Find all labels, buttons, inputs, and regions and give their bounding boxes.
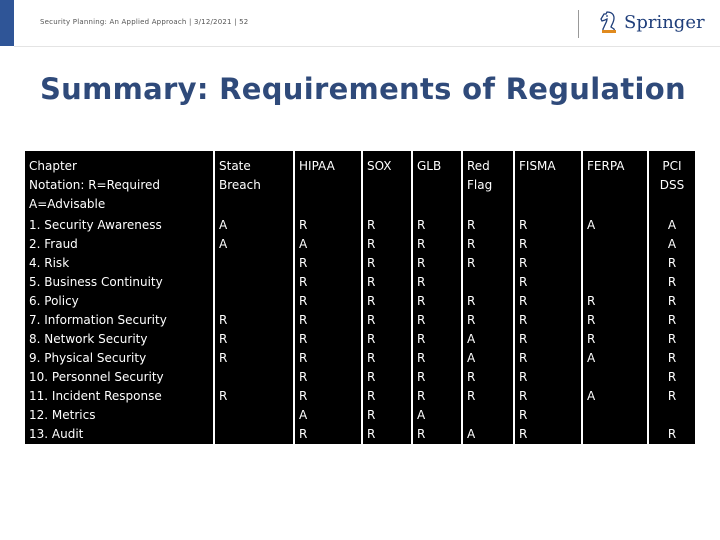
cell-pci: R — [647, 368, 695, 387]
header-sox: SOX — [361, 151, 411, 176]
cell-red: A — [461, 425, 513, 444]
cell-red: A — [461, 349, 513, 368]
chess-knight-icon — [598, 10, 620, 34]
table-row — [25, 311, 695, 330]
cell-glb: R — [411, 311, 461, 330]
table-row — [25, 273, 695, 292]
table-header-row — [25, 151, 695, 176]
cell-hipaa: R — [293, 349, 361, 368]
logo-text: Springer — [624, 11, 705, 33]
cell-red — [461, 406, 513, 425]
cell-glb: R — [411, 425, 461, 444]
cell-sox: R — [361, 368, 411, 387]
cell-fisma: R — [513, 349, 581, 368]
cell-glb: R — [411, 368, 461, 387]
cell-state: R — [213, 349, 293, 368]
cell-pci: R — [647, 254, 695, 273]
cell-state — [213, 406, 293, 425]
header-glb: GLB — [411, 151, 461, 176]
cell-chapter: 13. Audit — [25, 425, 213, 444]
cell-chapter: 6. Policy — [25, 292, 213, 311]
cell-chapter: 4. Risk — [25, 254, 213, 273]
cell-hipaa: R — [293, 330, 361, 349]
cell-state — [213, 368, 293, 387]
cell-fisma: R — [513, 368, 581, 387]
cell-ferpa: A — [581, 387, 647, 406]
cell-glb: R — [411, 387, 461, 406]
cell-red: R — [461, 368, 513, 387]
cell-hipaa: R — [293, 216, 361, 235]
table-header-row-2 — [25, 176, 695, 216]
cell-fisma: R — [513, 292, 581, 311]
table-row — [25, 235, 695, 254]
cell-pci: R — [647, 387, 695, 406]
cell-red: A — [461, 330, 513, 349]
cell-pci: A — [647, 216, 695, 235]
cell-chapter: 9. Physical Security — [25, 349, 213, 368]
cell-fisma: R — [513, 425, 581, 444]
cell-glb: A — [411, 406, 461, 425]
cell-sox: R — [361, 254, 411, 273]
cell-red: R — [461, 216, 513, 235]
cell-ferpa: R — [581, 311, 647, 330]
header-flag: Flag — [461, 176, 513, 216]
cell-glb: R — [411, 349, 461, 368]
springer-logo — [598, 10, 705, 34]
cell-sox: R — [361, 216, 411, 235]
header-pci: PCI — [647, 151, 695, 176]
cell-pci — [647, 406, 695, 425]
cell-chapter: 7. Information Security — [25, 311, 213, 330]
cell-ferpa: R — [581, 292, 647, 311]
cell-glb: R — [411, 273, 461, 292]
cell-sox: R — [361, 273, 411, 292]
cell-glb: R — [411, 235, 461, 254]
cell-pci: R — [647, 425, 695, 444]
cell-chapter: 10. Personnel Security — [25, 368, 213, 387]
page-title: Summary: Requirements of Regulation — [40, 72, 686, 106]
cell-ferpa — [581, 406, 647, 425]
cell-pci: R — [647, 292, 695, 311]
cell-ferpa — [581, 235, 647, 254]
cell-red: R — [461, 311, 513, 330]
regulation-table — [25, 151, 695, 444]
header-red: Red — [461, 151, 513, 176]
cell-chapter: 12. Metrics — [25, 406, 213, 425]
table-row — [25, 292, 695, 311]
slide-citation: Security Planning: An Applied Approach | 3/12/2021 | 52 — [40, 18, 249, 26]
cell-state — [213, 425, 293, 444]
cell-fisma: R — [513, 330, 581, 349]
cell-fisma: R — [513, 216, 581, 235]
cell-ferpa — [581, 254, 647, 273]
table-row — [25, 406, 695, 425]
cell-state — [213, 254, 293, 273]
cell-sox: R — [361, 235, 411, 254]
cell-pci: R — [647, 311, 695, 330]
cell-fisma: R — [513, 311, 581, 330]
notation-advisable: A=Advisable — [29, 197, 106, 211]
cell-state — [213, 292, 293, 311]
cell-sox: R — [361, 292, 411, 311]
cell-ferpa — [581, 425, 647, 444]
header-state: State — [213, 151, 293, 176]
cell-fisma: R — [513, 254, 581, 273]
cell-pci: R — [647, 349, 695, 368]
header-rule — [14, 46, 720, 47]
table-row — [25, 254, 695, 273]
cell-fisma: R — [513, 273, 581, 292]
cell-ferpa: A — [581, 216, 647, 235]
cell-hipaa: R — [293, 254, 361, 273]
cell-ferpa — [581, 368, 647, 387]
notation-required: Notation: R=Required — [29, 178, 161, 192]
cell-sox: R — [361, 330, 411, 349]
header-ferpa: FERPA — [581, 151, 647, 176]
cell-red: R — [461, 292, 513, 311]
table-row — [25, 425, 695, 444]
cell-chapter: 2. Fraud — [25, 235, 213, 254]
table-row — [25, 330, 695, 349]
cell-glb: R — [411, 292, 461, 311]
cell-chapter: 11. Incident Response — [25, 387, 213, 406]
cell-ferpa: A — [581, 349, 647, 368]
cell-hipaa: A — [293, 235, 361, 254]
cell-state: A — [213, 235, 293, 254]
table-row — [25, 216, 695, 235]
cell-hipaa: R — [293, 368, 361, 387]
table-row — [25, 349, 695, 368]
cell-sox: R — [361, 406, 411, 425]
cell-glb: R — [411, 216, 461, 235]
cell-hipaa: A — [293, 406, 361, 425]
cell-state: R — [213, 387, 293, 406]
cell-hipaa: R — [293, 387, 361, 406]
header-dss: DSS — [647, 176, 695, 216]
cell-fisma: R — [513, 235, 581, 254]
cell-ferpa: R — [581, 330, 647, 349]
cell-red — [461, 273, 513, 292]
cell-hipaa: R — [293, 311, 361, 330]
cell-pci: R — [647, 330, 695, 349]
cell-pci: R — [647, 273, 695, 292]
header-divider — [578, 10, 579, 38]
header-hipaa: HIPAA — [293, 151, 361, 176]
left-accent-bar — [0, 0, 14, 46]
cell-state — [213, 273, 293, 292]
header-fisma: FISMA — [513, 151, 581, 176]
cell-sox: R — [361, 311, 411, 330]
cell-hipaa: R — [293, 292, 361, 311]
cell-fisma: R — [513, 406, 581, 425]
cell-glb: R — [411, 330, 461, 349]
header-breach: Breach — [213, 176, 293, 216]
cell-hipaa: R — [293, 425, 361, 444]
cell-red: R — [461, 387, 513, 406]
cell-ferpa — [581, 273, 647, 292]
cell-sox: R — [361, 387, 411, 406]
cell-chapter: 1. Security Awareness — [25, 216, 213, 235]
cell-glb: R — [411, 254, 461, 273]
cell-fisma: R — [513, 387, 581, 406]
cell-red: R — [461, 254, 513, 273]
table-row — [25, 368, 695, 387]
cell-chapter: 8. Network Security — [25, 330, 213, 349]
cell-hipaa: R — [293, 273, 361, 292]
table-row — [25, 387, 695, 406]
cell-state: R — [213, 330, 293, 349]
header-chapter: Chapter — [25, 151, 213, 176]
cell-state: R — [213, 311, 293, 330]
cell-pci: A — [647, 235, 695, 254]
cell-state: A — [213, 216, 293, 235]
cell-sox: R — [361, 349, 411, 368]
cell-red: R — [461, 235, 513, 254]
header-notation — [25, 176, 213, 216]
cell-sox: R — [361, 425, 411, 444]
cell-chapter: 5. Business Continuity — [25, 273, 213, 292]
